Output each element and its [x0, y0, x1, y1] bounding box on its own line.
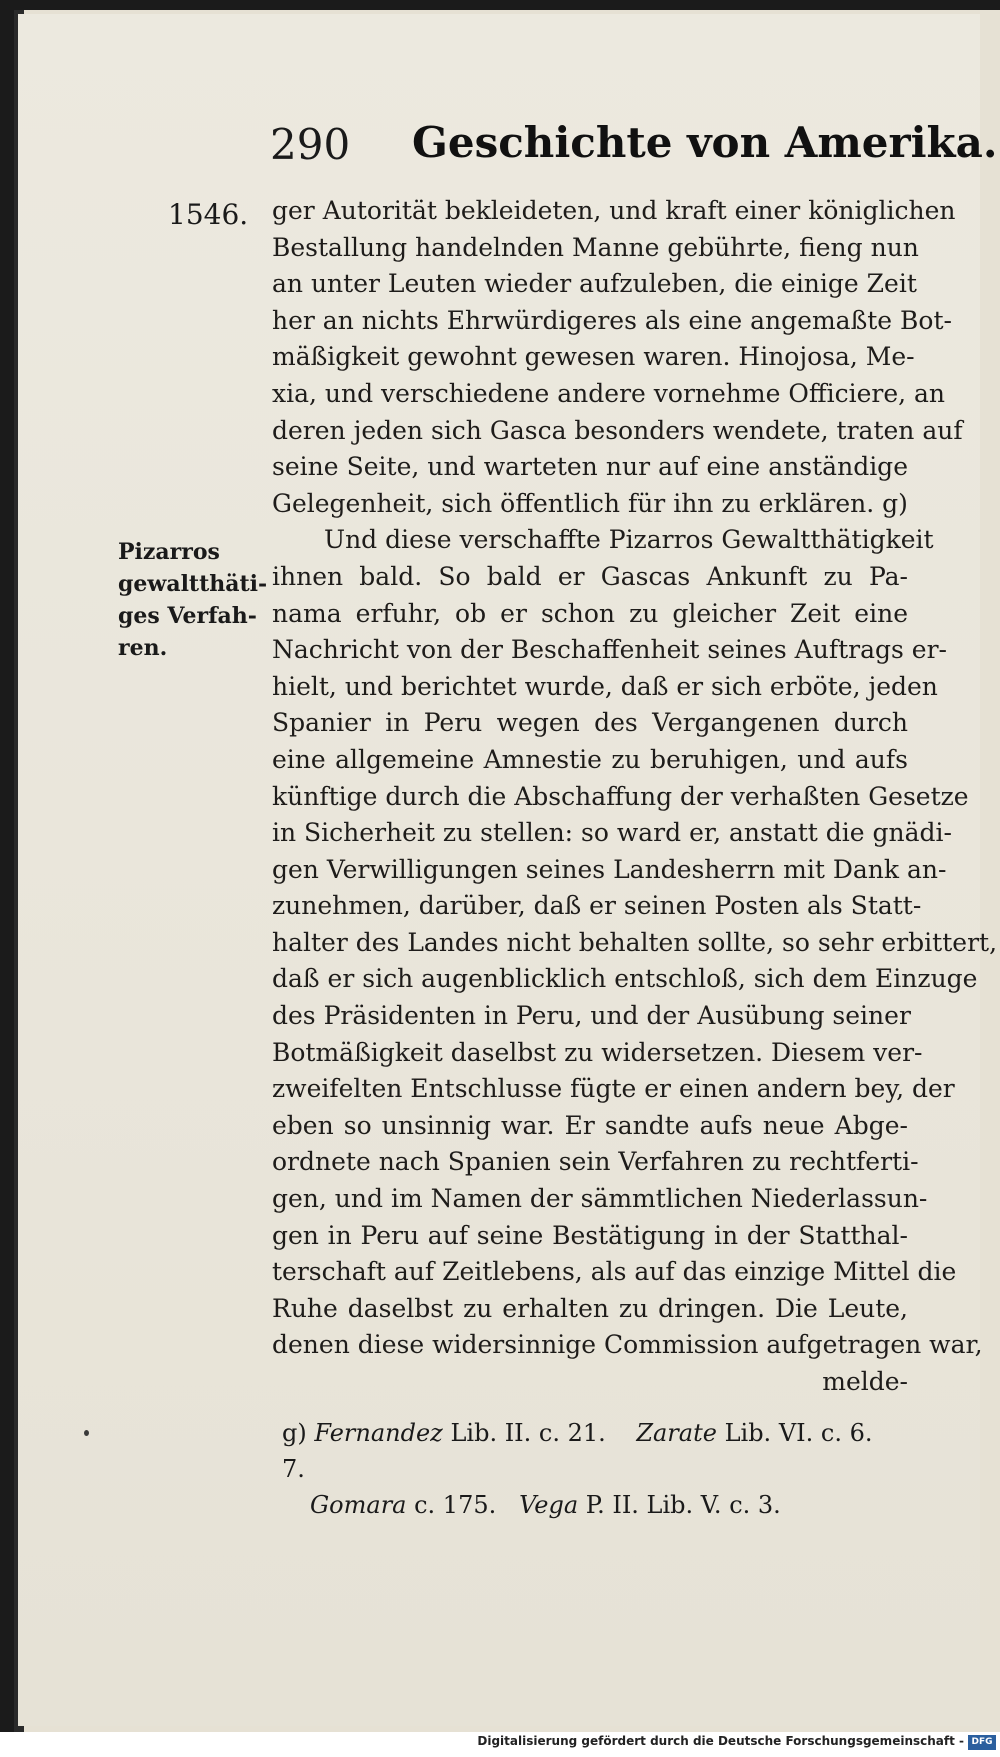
- text-line: eben so unsinnig war. Er sandte aufs neue Abge-: [272, 1110, 908, 1140]
- footnotes: [282, 1415, 902, 1523]
- margin-note-line: ges Verfah-: [118, 603, 257, 629]
- text-line: ordnete nach Spanien sein Verfahren zu rechtferti-: [272, 1147, 919, 1177]
- credit-bar: [0, 1732, 1000, 1757]
- running-head: Geschichte von Amerika.: [412, 118, 998, 167]
- text-line: Nachricht von der Beschaffenheit seines Auftrags er-: [272, 635, 947, 665]
- text-line: an unter Leuten wieder aufzuleben, die einige Zeit: [272, 269, 917, 299]
- text-line: zunehmen, darüber, daß er seinen Posten als Statt-: [272, 891, 922, 921]
- credit-text: Digitalisierung gefördert durch die Deutsche Forschungsgemeinschaft -: [477, 1734, 964, 1748]
- text-line: des Präsidenten in Peru, und der Ausübung seiner: [272, 1001, 911, 1031]
- text-line: gen in Peru auf seine Bestätigung in der Statthal-: [272, 1220, 908, 1250]
- dfg-logo: DFG: [968, 1735, 996, 1750]
- text-line: nama erfuhr, ob er schon zu gleicher Zeit eine: [272, 598, 908, 628]
- ink-speck: [84, 1430, 89, 1436]
- text-line: ger Autorität bekleideten, und kraft einer königlichen: [272, 196, 956, 225]
- catchword: melde-: [822, 1367, 908, 1396]
- text-line: halter des Landes nicht behalten sollte, so sehr erbittert,: [272, 927, 998, 957]
- citation: P. II. Lib. V. c. 3.: [585, 1491, 781, 1519]
- text-line: deren jeden sich Gasca besonders wendete, traten auf: [272, 415, 963, 445]
- text-line: her an nichts Ehrwürdigeres als eine angemaßte Bot-: [272, 305, 952, 335]
- text-line: daß er sich augenblicklich entschloß, sich dem Einzuge: [272, 964, 978, 994]
- text-line: denen diese widersinnige Commission aufgetragen war,: [272, 1330, 983, 1360]
- text-line: eine allgemeine Amnestie zu beruhigen, und aufs: [272, 744, 908, 774]
- text-line: ihnen bald. So bald er Gascas Ankunft zu Pa-: [272, 561, 908, 591]
- body-text: [272, 193, 998, 1401]
- text-line: Gelegenheit, sich öffentlich für ihn zu erklären. g): [272, 488, 908, 518]
- citation: Lib. VI. c. 6. 7.: [282, 1419, 873, 1483]
- text-line: zweifelten Entschlusse fügte er einen andern bey, der: [272, 1074, 955, 1104]
- text-line: Ruhe daselbst zu erhalten zu dringen. Die Leute,: [272, 1293, 908, 1323]
- text-line: mäßigkeit gewohnt gewesen waren. Hinojosa, Me-: [272, 342, 915, 372]
- cited-author: Gomara: [310, 1491, 407, 1519]
- citation: Lib. II. c. 21.: [450, 1419, 606, 1447]
- text-line: Botmäßigkeit daselbst zu widersetzen. Diesem ver-: [272, 1037, 923, 1067]
- cited-author: Zarate: [636, 1419, 717, 1447]
- text-line: seine Seite, und warteten nur auf eine anständige: [272, 452, 908, 482]
- margin-note-line: gewaltthäti-: [118, 571, 268, 597]
- text-line: in Sicherheit zu stellen: so ward er, anstatt die gnädi-: [272, 818, 952, 848]
- footnote-line: [282, 1487, 902, 1523]
- citation: c. 175.: [414, 1491, 497, 1519]
- text-line: Bestallung handelnden Manne gebührte, fieng nun: [272, 232, 919, 262]
- margin-note-line: Pizarros: [118, 539, 220, 565]
- page-number: 290: [270, 120, 351, 169]
- text-line: gen Verwilligungen seines Landesherrn mit Dank an-: [272, 854, 947, 884]
- text-line: hielt, und berichtet wurde, daß er sich erböte, jeden: [272, 671, 938, 701]
- margin-note-line: ren.: [118, 635, 168, 661]
- text-line: gen, und im Namen der sämmtlichen Niederlassun-: [272, 1184, 928, 1214]
- text-line: Spanier in Peru wegen des Vergangenen durch: [272, 708, 908, 738]
- footnote-line: [282, 1415, 902, 1487]
- cited-author: Vega: [519, 1491, 579, 1519]
- text-line: terschaft auf Zeitlebens, als auf das einzige Mittel die: [272, 1257, 957, 1287]
- footnote-mark: g): [282, 1419, 307, 1447]
- margin-year: 1546.: [168, 198, 249, 231]
- cited-author: Fernandez: [314, 1419, 443, 1447]
- text-line: xia, und verschiedene andere vornehme Officiere, an: [272, 378, 946, 408]
- margin-note: [118, 536, 268, 664]
- text-line: künftige durch die Abschaffung der verhaßten Gesetze: [272, 781, 969, 811]
- text-line-indented: Und diese verschaffte Pizarros Gewaltthätigkeit: [324, 525, 934, 555]
